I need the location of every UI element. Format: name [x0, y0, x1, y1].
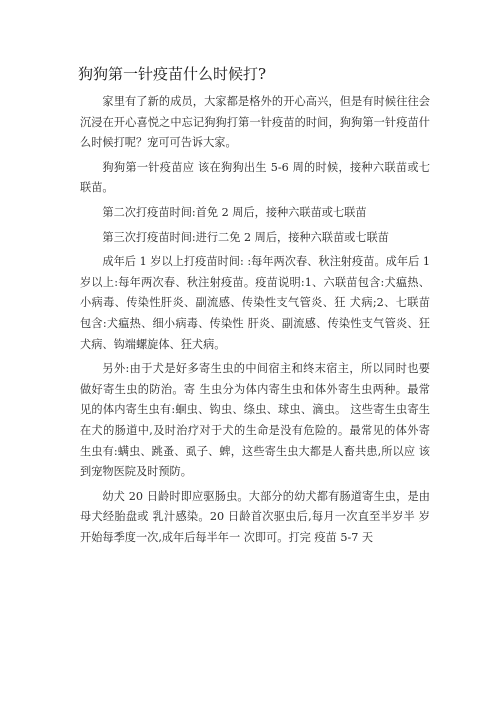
paragraph-parasites: 另外:由于犬是好多寄生虫的中间宿主和终末宿主，所以同时也要做好寄生虫的防治。寄 生虫分为体内寄生虫和体外寄生虫两种。最常见的体内寄生虫有:蛔虫、钩虫、绦虫、球虫、滴虫。 这些寄生虫寄生在犬的肠道中,及时治疗对于犬的生命是没有危险的。最常见的体外寄生虫有:螨虫、跳蚤、虱子、蜱，这些寄生虫大都是人畜共患,所以应 该到宠物医院及时预防。 — [80, 362, 430, 479]
document-title: 狗狗第一针疫苗什么时候打? — [78, 65, 267, 83]
paragraph-deworming: 幼犬 20 日龄时即应驱肠虫。大部分的幼犬都有肠道寄生虫，是由母犬经胎盘或 乳汁感染。20 日龄首次驱虫后,每月一次直至半岁半 岁开始每季度一次,成年后每半年一 次即可。打完 疫苗 5-7 天 — [80, 489, 430, 544]
document-body — [80, 92, 430, 552]
paragraph-first-vaccine: 狗狗第一针疫苗应 该在狗狗出生 5-6 周的时候，接种六联苗或七联苗。 — [80, 160, 430, 195]
paragraph-second-vaccine: 第二次打疫苗时间:首免 2 周后，接种六联苗或七联苗 — [102, 205, 367, 219]
paragraph-adult-vaccine: 成年后 1 岁以上打疫苗时间: :每年两次春、秋注射疫苗。成年后 1 岁以上:每年两次春、秋注射疫苗。疫苗说明:1、六联苗包含:犬瘟热、小病毒、传染性肝炎、副流感、传染性支气管炎、狂 犬病;2、七联苗包含:犬瘟热、细小病毒、传染性 肝炎、副流感、传染性支气管炎、狂犬病、钩端螺旋体、狂犬病。 — [80, 255, 430, 351]
paragraph-intro: 家里有了新的成员，大家都是格外的开心高兴，但是有时候往往会沉浸在开心喜悦之中忘记狗狗打第一针疫苗的时间，狗狗第一针疫苗什么时候打呢？宠可可告诉大家。 — [80, 95, 430, 150]
paragraph-third-vaccine: 第三次打疫苗时间:进行二免 2 周后，接种六联苗或七联苗 — [102, 230, 389, 244]
